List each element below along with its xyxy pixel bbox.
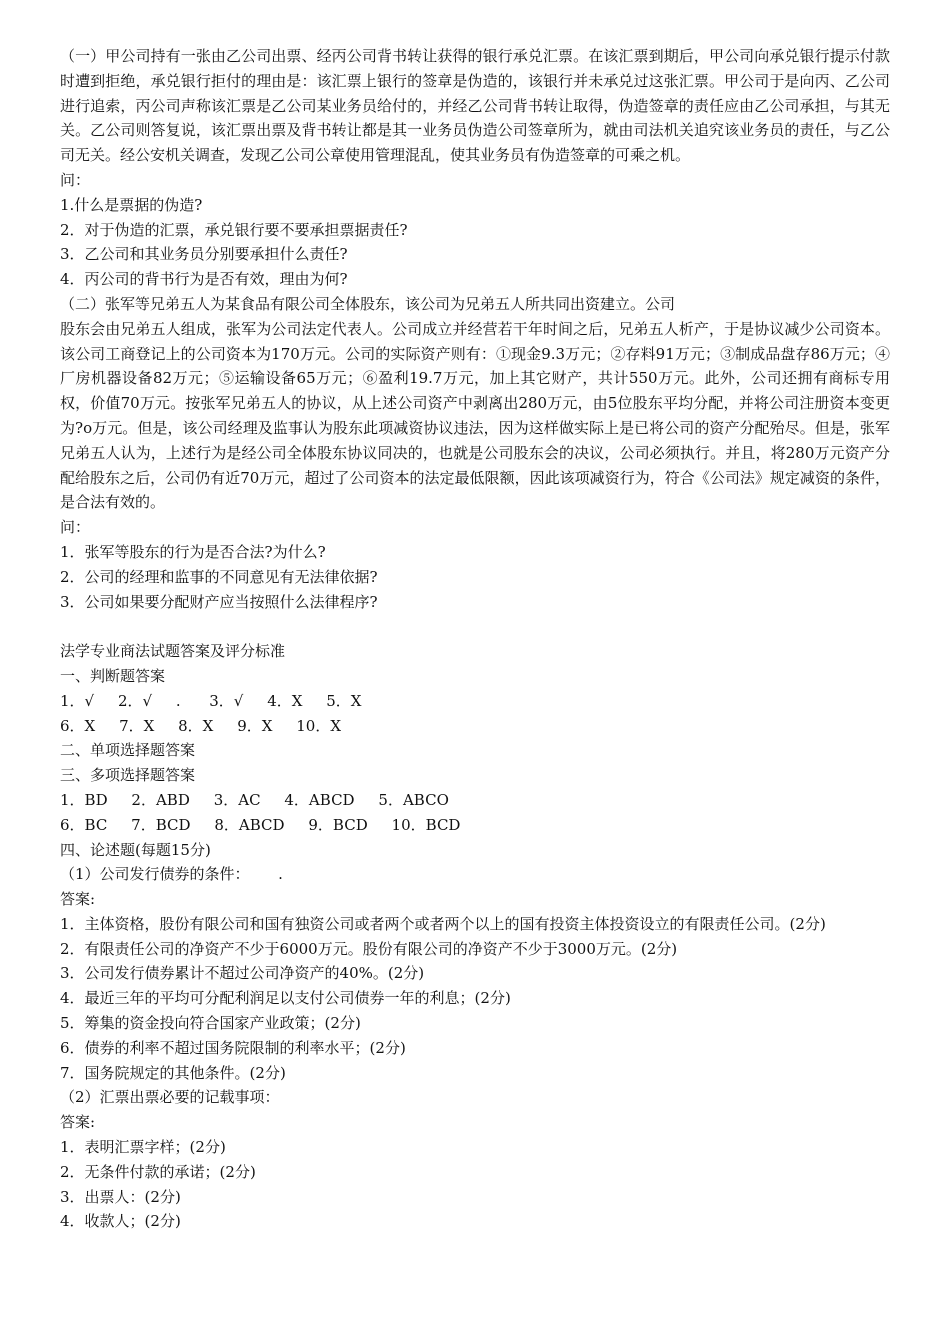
case-one-text: （一）甲公司持有一张由乙公司出票、经丙公司背书转让获得的银行承兑汇票。在该汇票到期后，甲公司向承兑银行提示付款时遭到拒绝，承兑银行拒付的理由是：该汇票上银行的签章是伪造的，该银行并未承兑过这张汇票。甲公司于是向丙、乙公司进行追索，丙公司声称该汇票是乙公司某业务员给付的，并经乙公司背书转让取得，伪造签章的责任应由乙公司承担，与其无关。乙公司则答复说，该汇票出票及背书转让都是其一业务员伪造公司签章所为，就由司法机关追究该业务员的责任，与乙公司无关。经公安机关调查，发现乙公司公章使用管理混乱，使其业务员有伪造签章的可乘之机。 [60, 47, 890, 165]
case-two-question-3: 3．公司如果要分配财产应当按照什么法律程序? [60, 592, 378, 611]
answers-title: 法学专业商法试题答案及评分标准 [60, 642, 286, 661]
essay-1-item-1: 1．主体资格，股份有限公司和国有独资公司或者两个或者两个以上的国有投资主体投资设立的有限责任公司。(2分) [60, 914, 826, 933]
multi-choice-row-1: 1．BD 2．ABD 3．AC 4．ABCD 5．ABCO [60, 790, 449, 809]
essay-heading: 四、论述题(每题15分) [60, 840, 211, 859]
essay-2-answer-label: 答案: [60, 1113, 96, 1132]
essay-question-2: （2）汇票出票必要的记载事项： [60, 1088, 280, 1107]
essay-2-item-4: 4．收款人；(2分) [60, 1212, 181, 1231]
essay-1-item-2: 2．有限责任公司的净资产不少于6000万元。股份有限公司的净资产不少于3000万元。(2分) [60, 939, 678, 958]
multi-choice-heading: 三、多项选择题答案 [60, 766, 196, 785]
case-two-question-2: 2．公司的经理和监事的不同意见有无法律依据? [60, 567, 378, 586]
essay-1-item-3: 3．公司发行债券累计不超过公司净资产的40%。(2分) [60, 964, 425, 983]
judgment-answers-row-2: 6．X 7．X 8．X 9．X 10．X [60, 716, 342, 735]
case-one-question-1: 1.什么是票据的伪造? [60, 195, 203, 214]
case-two-text: 股东会由兄弟五人组成，张军为公司法定代表人。公司成立并经营若干年时间之后，兄弟五人析产，于是协议减少公司资本。该公司工商登记上的公司资本为170万元。公司的实际资产则有：①现金9.3万元；②存料91万元；③制成品盘存86万元；④厂房机器设备82万元；⑤运输设备65万元；⑥盈利19.7万元，加上其它财产，共计550万元。此外，公司还拥有商标专用权，价值70万元。按张军兄弟五人的协议，从上述公司资产中剥离出280万元，由5位股东平均分配，并将公司注册资本变更为?o万元。但是，该公司经理及监事认为股东此项减资协议违法，因为这样做实际上是已将公司的资产分配殆尽。但是，张军兄弟五人认为，上述行为是经公司全体股东协议同决的，也就是公司股东会的决议，公司必须执行。并且，将280万元资产分配给股东之后，公司仍有近70万元，超过了公司资本的法定最低限额，因此该项减资行为，符合《公司法》规定减资的条件，是合法有效的。 [60, 319, 890, 512]
essay-1-item-7: 7．国务院规定的其他条件。(2分) [60, 1063, 286, 1082]
essay-1-item-6: 6．债券的利率不超过国务院限制的利率水平；(2分) [60, 1038, 406, 1057]
single-choice-heading: 二、单项选择题答案 [60, 741, 196, 760]
essay-question-1: （1）公司发行债券的条件： . [60, 865, 283, 884]
case-two-question-1: 1．张军等股东的行为是否合法?为什么? [60, 542, 326, 561]
case-one-question-2: 2．对于伪造的汇票，承兑银行要不要承担票据责任? [60, 220, 408, 239]
case-two-ask: 问： [60, 518, 91, 537]
multi-choice-row-2: 6．BC 7．BCD 8．ABCD 9．BCD 10．BCD [60, 815, 461, 834]
case-one-question-3: 3．乙公司和其业务员分别要承担什么责任? [60, 245, 348, 264]
essay-2-item-1: 1．表明汇票字样；(2分) [60, 1138, 226, 1157]
essay-1-item-4: 4．最近三年的平均可分配利润足以支付公司债券一年的利息；(2分) [60, 989, 511, 1008]
section-spacer [60, 614, 890, 639]
case-one-ask: 问： [60, 170, 91, 189]
case-one-question-4: 4．丙公司的背书行为是否有效，理由为何? [60, 270, 348, 289]
case-two-first-line: （二）张军等兄弟五人为某食品有限公司全体股东，该公司为兄弟五人所共同出资建立。公司 [60, 294, 676, 313]
essay-1-item-5: 5．筹集的资金投向符合国家产业政策；(2分) [60, 1014, 361, 1033]
judgment-answers-row-1: 1．√ 2．√ . 3．√ 4．X 5．X [60, 691, 362, 710]
essay-1-answer-label: 答案: [60, 890, 96, 909]
essay-2-item-3: 3．出票人：(2分) [60, 1187, 181, 1206]
essay-2-item-2: 2．无条件付款的承诺；(2分) [60, 1162, 256, 1181]
judgment-answers-heading: 一、判断题答案 [60, 666, 166, 685]
